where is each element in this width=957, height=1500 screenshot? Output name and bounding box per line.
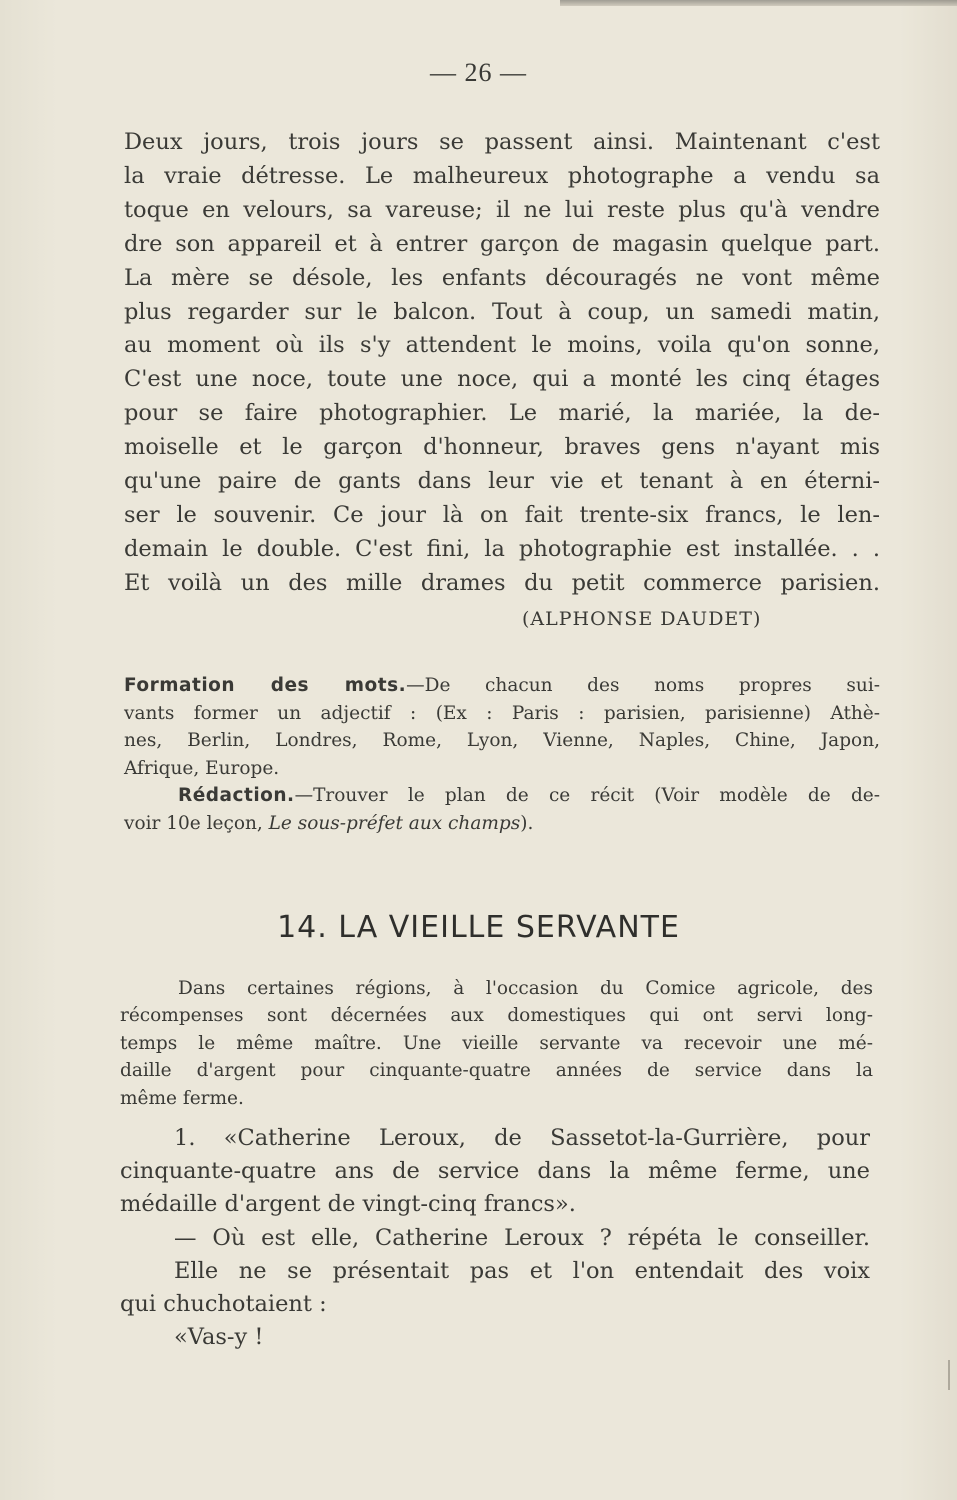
passage-line: moiselle et le garçon d'honneur, braves gens n'ayant mis: [124, 434, 880, 461]
page-edge-mark: [948, 1360, 954, 1390]
intro-line: daille d'argent pour cinquante-quatre années de service dans la: [120, 1060, 873, 1082]
passage-line: Et voilà un des mille drames du petit commerce parisien.: [124, 569, 880, 596]
story-line: 1. «Catherine Leroux, de Sassetot-la-Gurrière, pour: [174, 1125, 870, 1151]
redaction-line: [124, 782, 880, 810]
intro-line: récompenses sont décernées aux domestiques qui ont servi long-: [120, 1005, 873, 1027]
passage-line: Deux jours, trois jours se passent ainsi. Maintenant c'est: [124, 129, 880, 155]
story-line: médaille d'argent de vingt-cinq francs».: [120, 1191, 576, 1218]
redaction-prefix: voir 10e leçon,: [124, 812, 269, 834]
formation-line: nes, Berlin, Londres, Rome, Lyon, Vienne, Naples, Chine, Japon,: [124, 730, 880, 752]
story-line: «Vas-y !: [174, 1324, 264, 1351]
intro-line: même ferme.: [120, 1087, 244, 1109]
redaction-line: [124, 810, 880, 838]
passage-line: la vraie détresse. Le malheureux photographe a vendu sa: [124, 162, 880, 189]
passage-author: (ALPHONSE DAUDET): [522, 608, 762, 630]
passage-line: dre son appareil et à entrer garçon de magasin quelque part.: [124, 230, 880, 257]
passage-line: au moment où ils s'y attendent le moins, voila qu'on sonne,: [124, 332, 880, 359]
story-line: — Où est elle, Catherine Leroux ? répéta le conseiller.: [174, 1224, 870, 1251]
passage-line: La mère se désole, les enfants découragés ne vont même: [124, 264, 880, 291]
redaction-text: —Trouver le plan de ce récit (Voir modèle de de-: [294, 785, 880, 807]
section-title: 14. LA VIEILLE SERVANTE: [277, 910, 680, 945]
passage-line: C'est une noce, toute une noce, qui a monté les cinq étages: [124, 366, 880, 393]
page-top-edge: [560, 0, 957, 6]
story-line: cinquante-quatre ans de service dans la même ferme, une: [120, 1158, 870, 1185]
passage-line: toque en velours, sa vareuse; il ne lui reste plus qu'à vendre: [124, 196, 880, 223]
story-text: [120, 1122, 870, 1354]
story-line: qui chuchotaient :: [120, 1291, 327, 1318]
redaction-book-title: Le sous-préfet aux champs: [268, 812, 521, 834]
formation-text: —De chacun des noms propres sui-: [406, 675, 880, 696]
section-intro: [120, 975, 873, 1112]
intro-line: temps le même maître. Une vieille servante va recevoir une mé-: [120, 1032, 873, 1054]
passage-text: [124, 126, 880, 601]
formation-title: Formation des mots.: [124, 675, 407, 696]
passage-line: plus regarder sur le balcon. Tout à coup, un samedi matin,: [124, 298, 880, 325]
formation-line: [124, 672, 880, 700]
redaction-suffix: ).: [520, 812, 534, 834]
passage-line: pour se faire photographier. Le marié, la mariée, la de-: [124, 400, 880, 427]
exercise-block: [124, 672, 880, 838]
redaction-title: Rédaction.: [178, 785, 295, 807]
story-line: Elle ne se présentait pas et l'on entendait des voix: [174, 1257, 870, 1284]
formation-line: Afrique, Europe.: [124, 757, 280, 779]
passage-line: qu'une paire de gants dans leur vie et tenant à en éterni-: [124, 468, 880, 495]
formation-line: vants former un adjectif : (Ex : Paris : parisien, parisienne) Athè-: [124, 702, 880, 724]
intro-line: Dans certaines régions, à l'occasion du Comice agricole, des: [178, 978, 873, 999]
passage-line: demain le double. C'est fini, la photographie est installée. . .: [124, 535, 880, 562]
page-number: — 26 —: [430, 58, 527, 87]
passage-line: ser le souvenir. Ce jour là on fait trente-six francs, le len-: [124, 501, 880, 528]
